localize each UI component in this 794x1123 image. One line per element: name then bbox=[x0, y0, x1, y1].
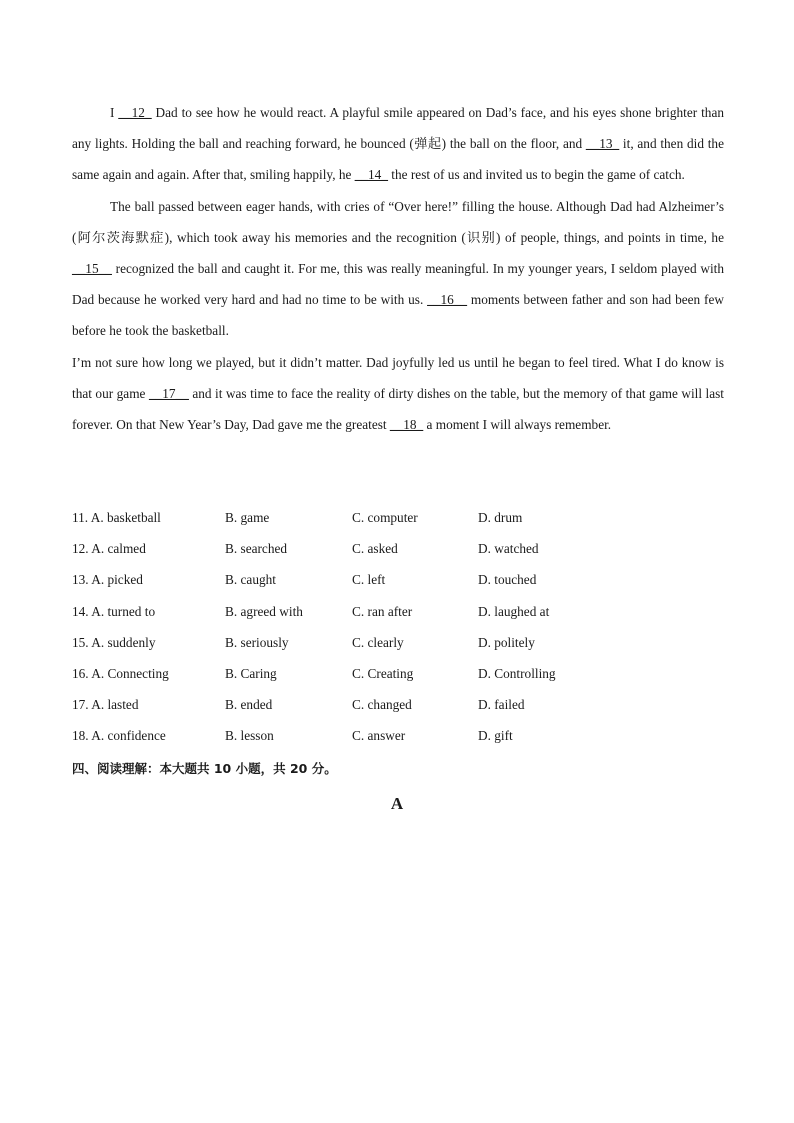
option-a: 17. A. lasted bbox=[72, 697, 139, 713]
passage-text: I’m not sure how long we played, but it didn’t matter. Dad joyfully led us until he began to feel tired. What I do know is that our game bbox=[72, 354, 724, 401]
passage-text: moments between father and son had been few before he took the basketball. bbox=[72, 292, 724, 339]
passage-paragraph-1 bbox=[72, 97, 724, 191]
blank-14: __14_ bbox=[354, 167, 388, 183]
option-a: 14. A. turned to bbox=[72, 603, 156, 619]
option-d: D. politely bbox=[478, 634, 535, 650]
blank-18: __18_ bbox=[389, 417, 424, 433]
option-c: C. Creating bbox=[352, 665, 414, 681]
option-d: D. failed bbox=[478, 697, 525, 713]
option-c: C. left bbox=[352, 572, 386, 588]
passage-text: and it was time to face the reality of dirty dishes on the table, but the memory of that game will last forever. On that New Year’s Day, Dad gave me the greatest bbox=[72, 385, 724, 433]
question-14-options bbox=[72, 596, 724, 627]
option-b: B. Caring bbox=[225, 665, 277, 681]
option-b: B. searched bbox=[225, 541, 288, 557]
option-c: C. computer bbox=[352, 510, 418, 525]
question-16-options bbox=[72, 658, 724, 689]
option-c: C. asked bbox=[352, 541, 398, 557]
option-a: 12. A. calmed bbox=[72, 541, 146, 557]
option-c: C. answer bbox=[352, 728, 406, 744]
option-d: D. gift bbox=[478, 728, 513, 744]
option-d: D. laughed at bbox=[478, 603, 550, 619]
blank-15: __15__ bbox=[72, 261, 112, 277]
option-c: C. changed bbox=[352, 697, 412, 713]
blank-13: __13_ bbox=[585, 136, 620, 152]
passage-text: recognized the ball and caught it. For me, this was really meaningful. In my younger years, I seldom played with Dad because he worked very hard and had no time to be with us. bbox=[72, 261, 724, 308]
question-12-options bbox=[72, 533, 724, 564]
passage-text: the rest of us and invited us to begin the game of catch. bbox=[387, 167, 685, 183]
option-a: 18. A. confidence bbox=[72, 728, 166, 744]
option-b: B. ended bbox=[225, 697, 273, 713]
passage-text: a moment I will always remember. bbox=[423, 417, 612, 433]
answer-options bbox=[72, 502, 724, 752]
passage-text: I bbox=[110, 105, 119, 120]
option-b: B. agreed with bbox=[225, 603, 303, 619]
passage-paragraph-2 bbox=[72, 191, 724, 347]
question-11-options bbox=[72, 502, 724, 533]
option-d: D. Controlling bbox=[478, 665, 556, 681]
option-a: 15. A. suddenly bbox=[72, 634, 156, 650]
option-d: D. drum bbox=[478, 510, 523, 525]
blank-17: __17__ bbox=[148, 385, 189, 401]
option-d: D. watched bbox=[478, 541, 539, 557]
option-a: 16. A. Connecting bbox=[72, 665, 169, 681]
option-a: 11. A. basketball bbox=[72, 510, 161, 525]
option-b: B. caught bbox=[225, 572, 276, 588]
option-d: D. touched bbox=[478, 572, 537, 588]
section-heading: 四、阅读理解：本大题共 10 小题，共 20 分。 bbox=[72, 761, 337, 776]
question-15-options bbox=[72, 627, 724, 658]
option-b: B. seriously bbox=[225, 634, 289, 650]
option-b: B. game bbox=[225, 510, 270, 525]
option-a: 13. A. picked bbox=[72, 572, 143, 588]
passage-text: it, and then did the same again and again. After that, smiling happily, he bbox=[72, 136, 724, 183]
question-18-options bbox=[72, 720, 724, 751]
part-label: A bbox=[390, 794, 404, 813]
cloze-passage bbox=[72, 97, 724, 440]
passage-text: Dad to see how he would react. A playful smile appeared on Dad’s face, and his eyes shone brighter than any lights. Holding the ball and reaching forward, he bounced (弹起) the ball on the floor, and bbox=[72, 105, 724, 152]
question-13-options bbox=[72, 564, 724, 595]
blank-16: __16__ bbox=[427, 292, 468, 308]
option-c: C. clearly bbox=[352, 634, 404, 650]
question-17-options bbox=[72, 689, 724, 720]
passage-text: The ball passed between eager hands, with cries of “Over here!” filling the house. Although Dad had Alzheimer’s (阿尔茨海默症), which took away his memories and the recognition (识别) of people, things, and points in time, he bbox=[72, 198, 724, 245]
passage-paragraph-3 bbox=[72, 347, 724, 441]
option-c: C. ran after bbox=[352, 603, 413, 619]
blank-12: __12_ bbox=[118, 105, 152, 120]
option-b: B. lesson bbox=[225, 728, 274, 744]
